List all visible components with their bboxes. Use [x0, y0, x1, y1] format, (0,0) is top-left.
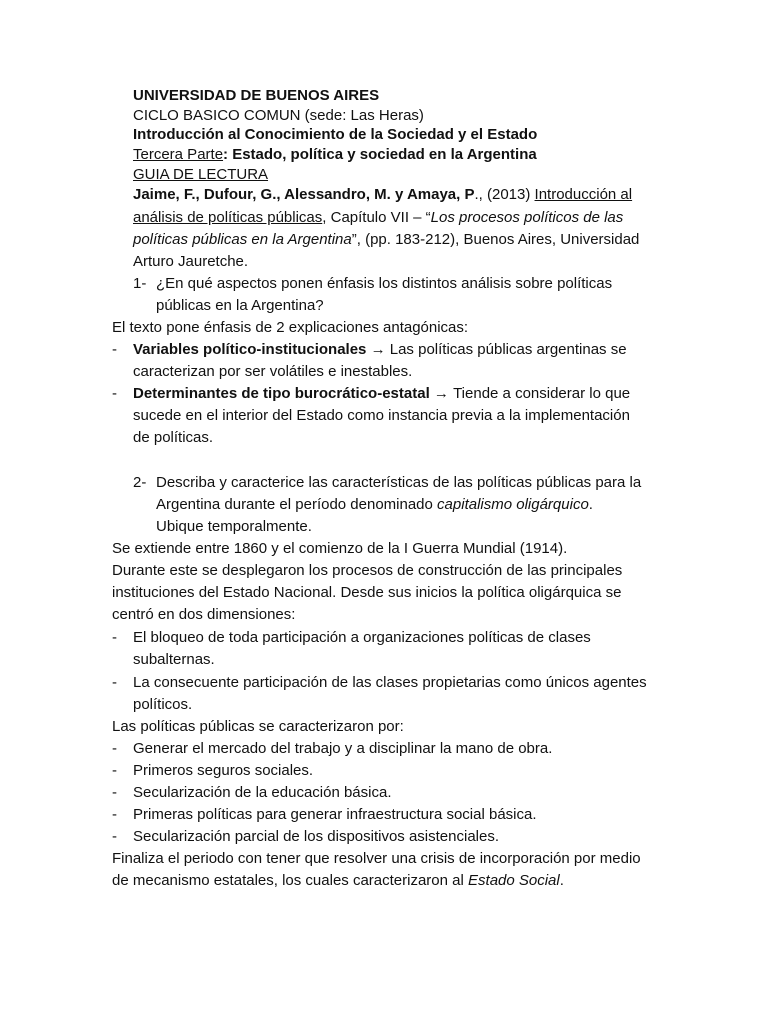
- policy-item: Secularización parcial de los dispositivos asistenciales.: [133, 828, 500, 845]
- part-line: [133, 145, 537, 165]
- answer-2-p4-line-1: Finaliza el periodo con tener que resolver una crisis de incorporación por medio: [112, 850, 641, 867]
- question-1-number: 1-: [133, 275, 147, 292]
- course-title: Introducción al Conocimiento de la Sociedad y el Estado: [133, 126, 538, 143]
- arrow-icon: →: [366, 341, 390, 358]
- answer-1-item-2-text: Tiende a considerar lo que: [453, 385, 631, 402]
- answer-1-item-1-line-2: caracterizan por ser volátiles e inestables.: [133, 363, 413, 380]
- answer-2-p4-line-2-a: de mecanismo estatales, los cuales caracterizaron al: [112, 872, 469, 889]
- answer-2-p2-line-2: instituciones del Estado Nacional. Desde sus inicios la política oligárquica se: [112, 584, 622, 601]
- dimension-2-line-2: políticos.: [133, 696, 193, 713]
- bullet-dash: -: [112, 762, 117, 779]
- answer-1-item-2-term: Determinantes de tipo burocrático-estatal: [133, 385, 430, 402]
- answer-1-item-1-line-1: [133, 340, 627, 360]
- answer-2-p4-line-2-c: .: [559, 872, 564, 889]
- question-2-line-2-a: Argentina durante el período denominado: [156, 496, 438, 513]
- question-1-line-1: ¿En qué aspectos ponen énfasis los distintos análisis sobre políticas: [156, 275, 613, 292]
- answer-1-item-2-line-1: [133, 384, 630, 404]
- answer-1-item-1-text: Las políticas públicas argentinas se: [389, 341, 627, 358]
- question-2-term: capitalismo oligárquico: [437, 496, 589, 513]
- question-2-number: 2-: [133, 474, 147, 491]
- answer-2-p1: Se extiende entre 1860 y el comienzo de la I Guerra Mundial (1914).: [112, 540, 568, 557]
- bullet-dash: -: [112, 806, 117, 823]
- dimension-1-line-1: El bloqueo de toda participación a organizaciones políticas de clases: [133, 629, 591, 646]
- bullet-dash: -: [112, 828, 117, 845]
- policy-item: Primeros seguros sociales.: [133, 762, 314, 779]
- citation-chapter-title-2: políticas públicas en la Argentina: [133, 231, 352, 248]
- citation-line-3: [133, 230, 639, 250]
- part-title: : Estado, política y sociedad en la Argentina: [223, 146, 537, 163]
- dimension-2-line-1: La consecuente participación de las clases propietarias como únicos agentes: [133, 674, 647, 691]
- answer-1-item-2-line-2: sucede en el interior del Estado como instancia previa a la implementación: [133, 407, 630, 424]
- question-2-line-1: Describa y caracterice las características de las políticas públicas para la: [156, 474, 642, 491]
- university-name: UNIVERSIDAD DE BUENOS AIRES: [133, 87, 380, 104]
- citation-chapter: , Capítulo VII – “: [322, 209, 431, 226]
- ciclo-line: CICLO BASICO COMUN (sede: Las Heras): [133, 107, 424, 124]
- estado-social-term: Estado Social: [468, 872, 560, 889]
- bullet-dash: -: [112, 341, 117, 358]
- bullet-dash: -: [112, 629, 117, 646]
- citation-authors: Jaime, F., Dufour, G., Alessandro, M. y Amaya, P: [133, 186, 475, 203]
- bullet-dash: -: [112, 740, 117, 757]
- citation-pages: ”, (pp. 183-212), Buenos Aires, Universidad: [351, 231, 640, 248]
- citation-line-2: [133, 208, 623, 228]
- answer-1-item-1-term: Variables político-institucionales: [133, 341, 367, 358]
- answer-2-p3: Las políticas públicas se caracterizaron por:: [112, 718, 404, 735]
- citation-publisher: Arturo Jauretche.: [133, 253, 249, 270]
- dimension-1-line-2: subalternas.: [133, 651, 215, 668]
- citation-year: ., (2013): [474, 186, 535, 203]
- arrow-icon: →: [429, 385, 454, 402]
- answer-2-p2-line-1: Durante este se desplegaron los procesos de construcción de las principales: [112, 562, 623, 579]
- part-label: Tercera Parte: [133, 146, 224, 163]
- answer-2-p2-line-3: centró en dos dimensiones:: [112, 606, 296, 623]
- bullet-dash: -: [112, 385, 117, 402]
- question-2-line-2-c: .: [588, 496, 593, 513]
- citation-book-1: Introducción al: [534, 186, 633, 203]
- citation-book-2: análisis de políticas públicas: [133, 209, 323, 226]
- policy-item: Primeras políticas para generar infraestructura social básica.: [133, 806, 537, 823]
- bullet-dash: -: [112, 784, 117, 801]
- bullet-dash: -: [112, 674, 117, 691]
- question-1-line-2: públicas en la Argentina?: [156, 297, 324, 314]
- answer-2-p4-line-2: [112, 871, 564, 891]
- policy-item: Generar el mercado del trabajo y a disciplinar la mano de obra.: [133, 740, 553, 757]
- citation-chapter-title-1: Los procesos políticos de las: [430, 209, 624, 226]
- question-2-line-2: [156, 495, 593, 515]
- policy-item: Secularización de la educación básica.: [133, 784, 392, 801]
- answer-1-intro: El texto pone énfasis de 2 explicaciones antagónicas:: [112, 319, 469, 336]
- answer-1-item-2-line-3: de políticas.: [133, 429, 214, 446]
- guide-label: GUIA DE LECTURA: [133, 166, 269, 183]
- citation-line-1: [133, 185, 632, 205]
- question-2-line-3: Ubique temporalmente.: [156, 518, 312, 535]
